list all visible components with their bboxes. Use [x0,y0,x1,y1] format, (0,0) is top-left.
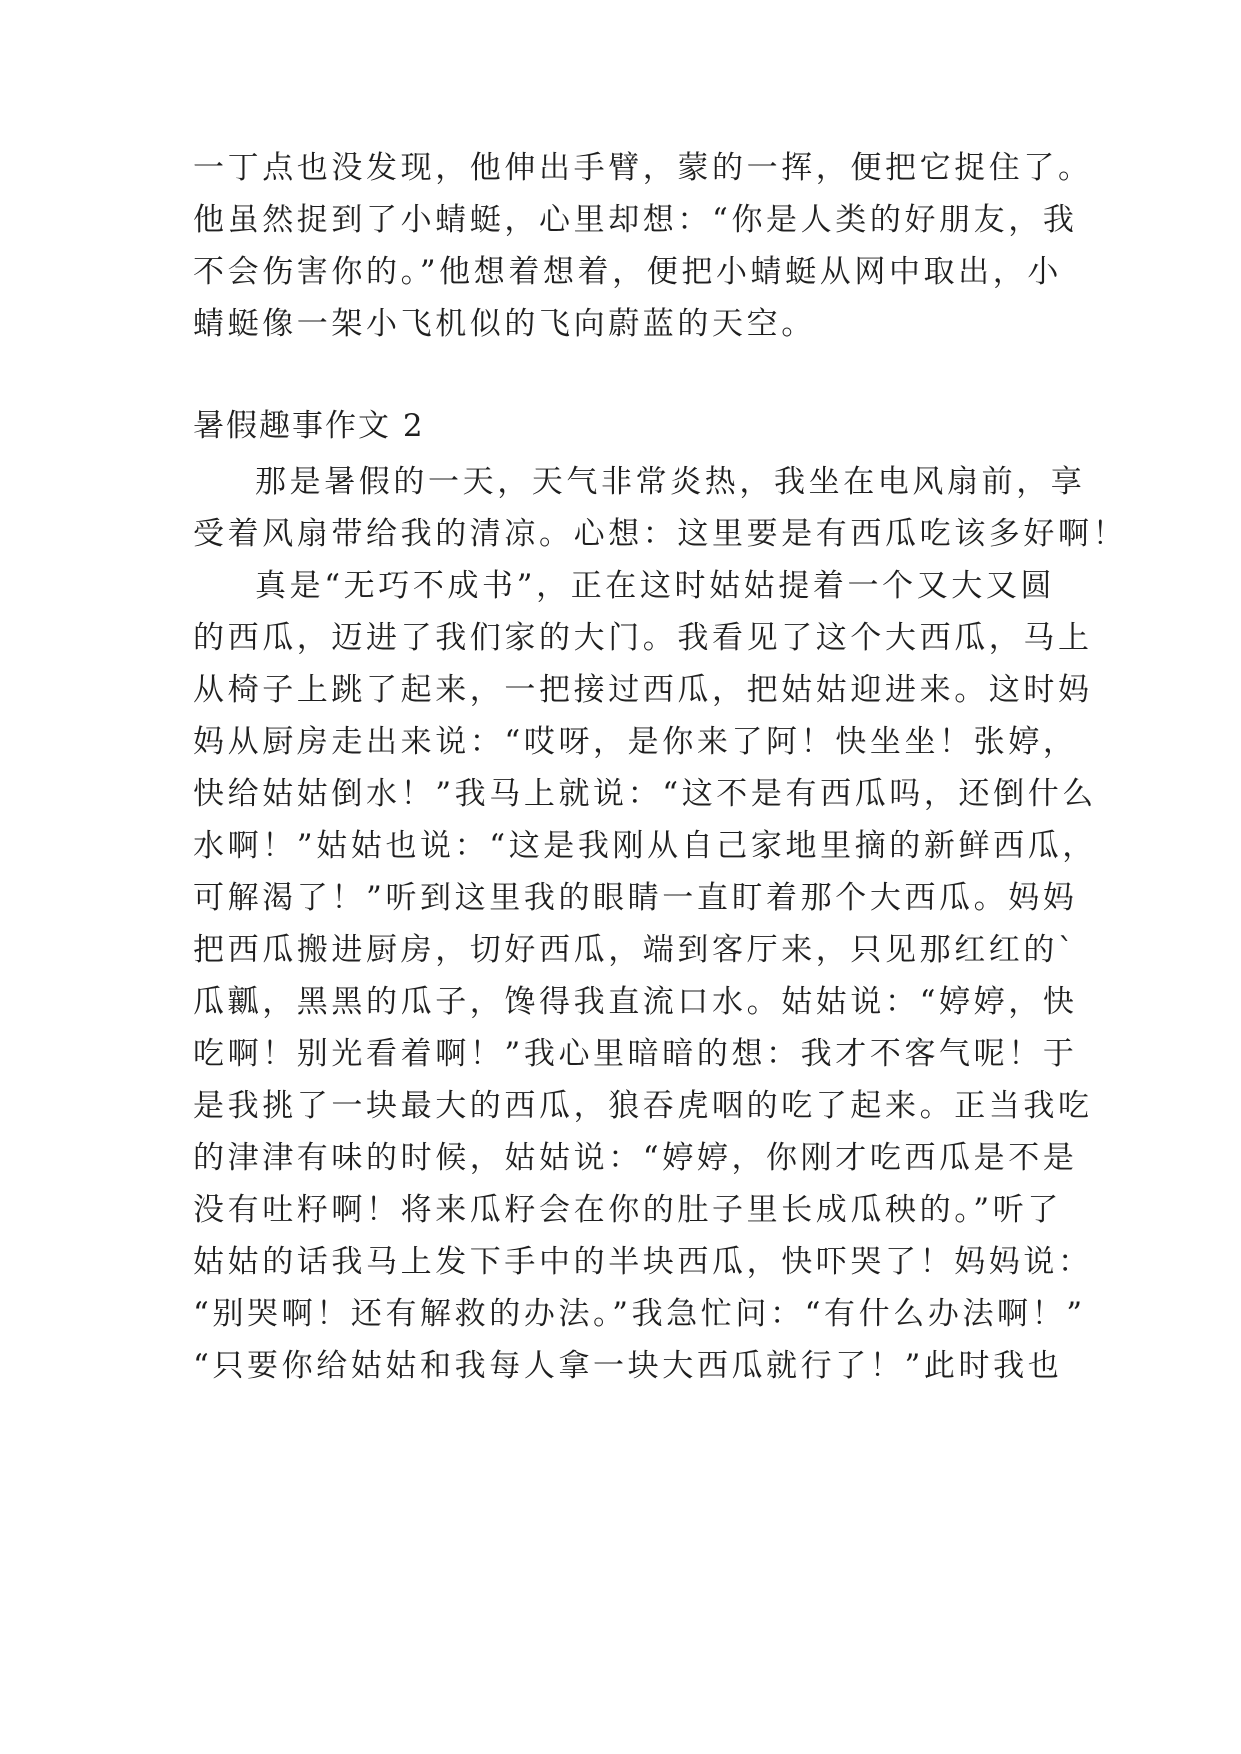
text-line: 水啊！”姑姑也说：“这是我刚从自己家地里摘的新鲜西瓜， [193,828,1097,864]
text-line: 把西瓜搬进厨房，切好西瓜，端到客厅来，只见那红红的` [193,932,1078,968]
section-title: 暑假趣事作文 2 [193,408,425,444]
text-line: 姑姑的话我马上发下手中的半块西瓜，快吓哭了！妈妈说： [193,1244,1093,1280]
text-line: 一丁点也没发现，他伸出手臂，蒙的一挥，便把它捉住了。 [193,150,1093,186]
text-line: 瓜瓤，黑黑的瓜子，馋得我直流口水。姑姑说：“婷婷，快 [193,984,1078,1020]
text-line: 没有吐籽啊！将来瓜籽会在你的肚子里长成瓜秧的。”听了 [193,1192,1062,1228]
text-line: 可解渴了！”听到这里我的眼睛一直盯着那个大西瓜。妈妈 [193,880,1078,916]
text-line: 从椅子上跳了起来，一把接过西瓜，把姑姑迎进来。这时妈 [193,672,1093,708]
text-line: 蜻蜓像一架小飞机似的飞向蔚蓝的天空。 [193,306,816,342]
text-line: 他虽然捉到了小蜻蜓，心里却想：“你是人类的好朋友，我 [193,202,1078,238]
text-line: 是我挑了一块最大的西瓜，狼吞虎咽的吃了起来。正当我吃 [193,1088,1093,1124]
text-line: 不会伤害你的。”他想着想着，便把小蜻蜓从网中取出，小 [193,254,1062,290]
text-line: 妈从厨房走出来说：“哎呀，是你来了阿！快坐坐！张婷， [193,724,1078,760]
text-line: 那是暑假的一天，天气非常炎热，我坐在电风扇前，享 [255,464,1086,500]
text-line: 快给姑姑倒水！”我马上就说：“这不是有西瓜吗，还倒什么 [193,776,1097,812]
text-line: 吃啊！别光看着啊！”我心里暗暗的想：我才不客气呢！于 [193,1036,1078,1072]
text-line: 的西瓜，迈进了我们家的大门。我看见了这个大西瓜，马上 [193,620,1093,656]
text-line: 受着风扇带给我的清凉。心想：这里要是有西瓜吃该多好啊！ [193,516,1128,552]
text-line: “只要你给姑姑和我每人拿一块大西瓜就行了！”此时我也 [193,1348,1063,1384]
text-line: 的津津有味的时候，姑姑说：“婷婷，你刚才吃西瓜是不是 [193,1140,1078,1176]
text-line: “别哭啊！还有解救的办法。”我急忙问：“有什么办法啊！” [193,1296,1086,1332]
text-line: 真是“无巧不成书”，正在这时姑姑提着一个又大又圆 [255,568,1056,604]
